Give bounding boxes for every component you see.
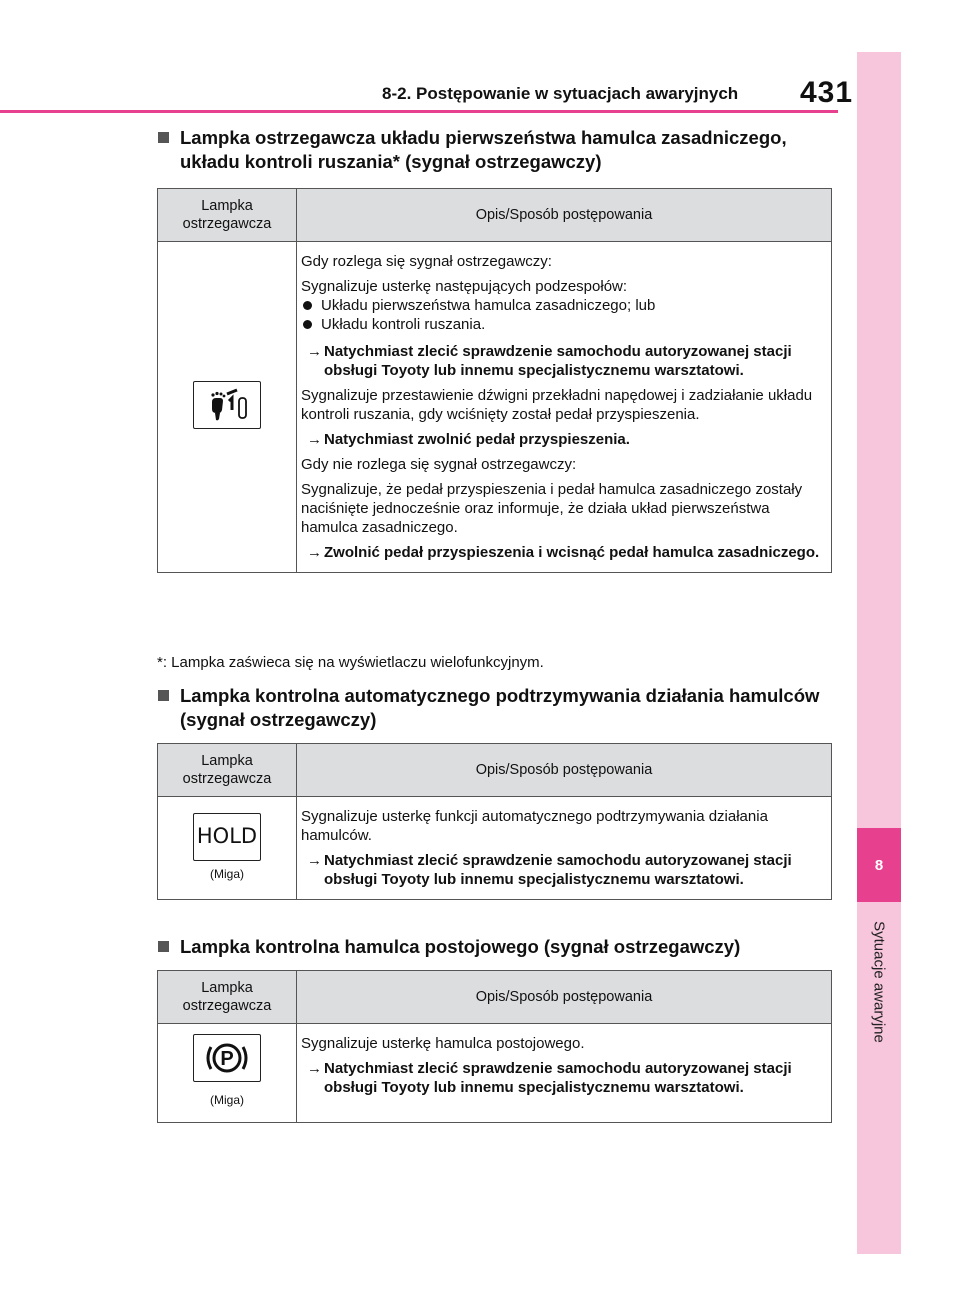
footnote: *: Lampka zaświeca się na wyświetlaczu wielofunkcyjnym.	[157, 654, 544, 671]
arrow-right-icon: →	[307, 1060, 322, 1077]
square-bullet-icon	[158, 941, 169, 952]
description-text: Gdy rozlega się sygnał ostrzegawczy:	[301, 253, 552, 270]
lamp-cell	[158, 242, 297, 573]
lamp-cell	[158, 1024, 297, 1123]
header-divider	[0, 110, 838, 113]
lamp-cell	[158, 797, 297, 900]
action-instruction: → Natychmiast zlecić sprawdzenie samochodu autoryzowanej stacji obsługi Toyoty lub innemu specjalistycznemu warsztatowi.	[307, 1060, 792, 1096]
section-heading-brake-override: Lampka ostrzegawcza układu pierwszeństwa hamulca zasadniczego, układu kontroli ruszania* (sygnał ostrzegawczy)	[158, 126, 838, 174]
parking-brake-icon	[193, 1034, 261, 1082]
warning-table-parking-brake	[157, 970, 832, 1123]
warning-table-brake-hold	[157, 743, 832, 900]
bullet-dot-icon	[303, 320, 312, 329]
arrow-right-icon: →	[307, 431, 322, 448]
column-header-description: Opis/Sposób postępowania	[297, 971, 832, 1024]
description-text: Sygnalizuje usterkę hamulca postojowego.	[301, 1035, 585, 1052]
chapter-tab[interactable]	[857, 828, 901, 902]
chapter-number: 8	[874, 856, 884, 874]
chapter-sidebar	[857, 52, 901, 1254]
square-bullet-icon	[158, 690, 169, 701]
warning-table-brake-override	[157, 188, 832, 573]
table-header-row	[158, 744, 832, 797]
column-header-description: Opis/Sposób postępowania	[297, 744, 832, 797]
action-instruction: → Natychmiast zlecić sprawdzenie samochodu autoryzowanej stacji obsługi Toyoty lub innemu specjalistycznemu warsztatowi.	[307, 343, 792, 379]
table-row	[158, 1024, 832, 1123]
icon-caption: (Miga)	[209, 866, 244, 881]
column-header-lamp: Lampka ostrzegawcza	[158, 189, 297, 242]
list-item: Układu kontroli ruszania.	[301, 315, 827, 334]
description-cell	[297, 1024, 832, 1123]
action-instruction: → Natychmiast zlecić sprawdzenie samochodu autoryzowanej stacji obsługi Toyoty lub innemu specjalistycznemu warsztatowi.	[307, 852, 792, 888]
arrow-right-icon: →	[307, 852, 322, 869]
brake-override-foot-pedal-icon	[193, 381, 261, 429]
table-row	[158, 797, 832, 900]
section-title: 8-2. Postępowanie w sytuacjach awaryjnych	[382, 84, 739, 103]
section-heading-parking-brake: Lampka kontrolna hamulca postojowego (sygnał ostrzegawczy)	[158, 935, 838, 959]
bullet-dot-icon	[303, 301, 312, 310]
description-text: Sygnalizuje, że pedał przyspieszenia i pedał hamulca zasadniczego zostały naciśnięte jednocześnie oraz informuje, że działa układ pierwszeństwa hamulca zasadniczego.	[301, 481, 803, 536]
column-header-description: Opis/Sposób postępowania	[297, 189, 832, 242]
description-text: Gdy nie rozlega się sygnał ostrzegawczy:	[301, 456, 577, 473]
action-instruction: → Zwolnić pedał przyspieszenia i wcisnąć pedał hamulca zasadniczego.	[307, 544, 820, 561]
table-header-row	[158, 189, 832, 242]
action-instruction: → Natychmiast zwolnić pedał przyspieszenia.	[307, 431, 630, 448]
description-cell	[297, 797, 832, 900]
square-bullet-icon	[158, 132, 169, 143]
table-header-row	[158, 971, 832, 1024]
page-number: 431	[800, 76, 854, 109]
column-header-lamp: Lampka ostrzegawcza	[158, 744, 297, 797]
description-cell	[297, 242, 832, 573]
arrow-right-icon: →	[307, 343, 322, 360]
description-text: Sygnalizuje przestawienie dźwigni przekładni napędowej i zadziałanie układu kontroli ruszania, gdy wciśnięty został pedał przyspieszenia.	[301, 387, 813, 423]
svg-text:P: P	[220, 1048, 234, 1070]
arrow-right-icon: →	[307, 544, 322, 561]
section-heading-brake-hold: Lampka kontrolna automatycznego podtrzymywania działania hamulców (sygnał ostrzegawczy)	[158, 684, 838, 732]
icon-caption: (Miga)	[209, 1093, 244, 1107]
description-text: Sygnalizuje usterkę następujących podzespołów:	[301, 278, 628, 295]
hold-indicator-icon: HOLD	[193, 813, 261, 861]
description-text: Sygnalizuje usterkę funkcji automatycznego podtrzymywania działania hamulców.	[301, 808, 768, 844]
column-header-lamp: Lampka ostrzegawcza	[158, 971, 297, 1024]
chapter-label: Sytuacje awaryjne	[870, 921, 888, 1043]
list-item: Układu pierwszeństwa hamulca zasadniczego; lub	[301, 296, 827, 315]
table-row	[158, 242, 832, 573]
